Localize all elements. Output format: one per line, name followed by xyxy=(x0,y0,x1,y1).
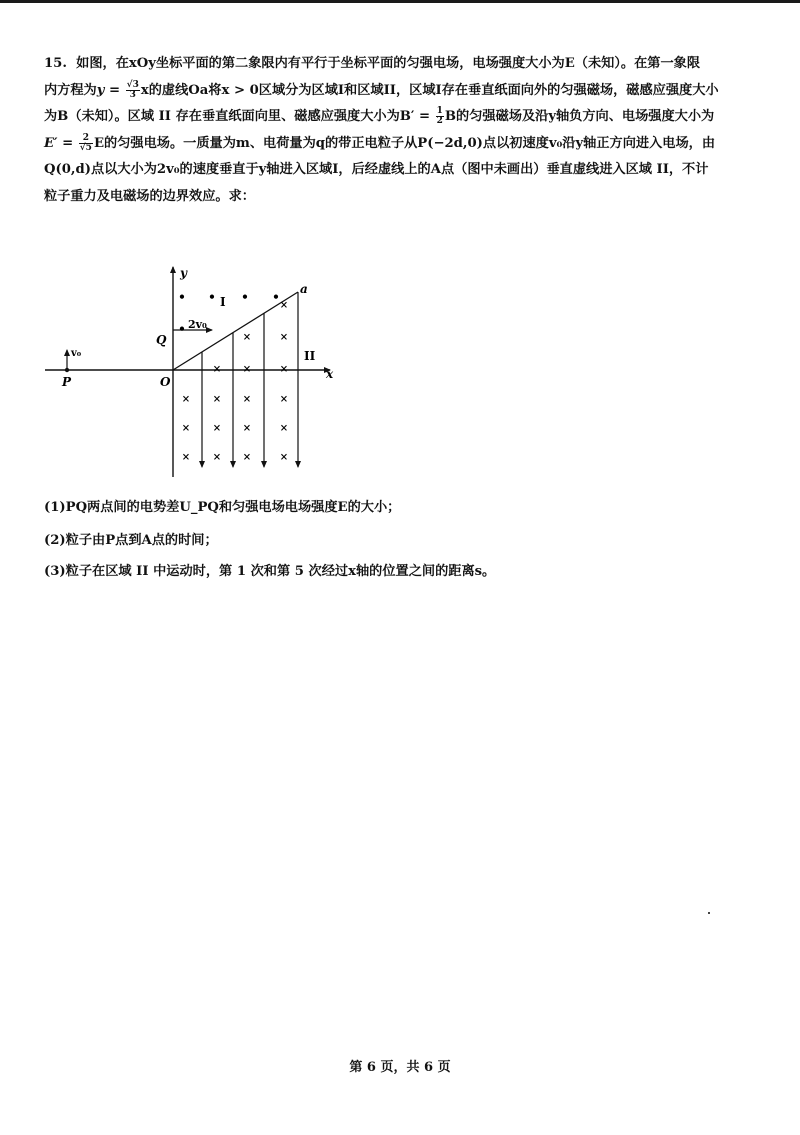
label-a: a xyxy=(300,282,308,296)
frac-denominator: 2 xyxy=(436,116,443,126)
line2-equation: y = xyxy=(96,82,121,98)
label-x: x xyxy=(326,367,334,381)
scan-speck xyxy=(708,912,710,914)
frac-numerator: 2 xyxy=(79,134,93,144)
scan-top-border xyxy=(0,0,800,3)
fraction-sqrt3-over-3 xyxy=(126,81,140,100)
frac-numerator: 1 xyxy=(436,106,443,116)
problem-line-6: 粒子重力及电磁场的边界效应。求： xyxy=(44,188,255,204)
field-cross: × xyxy=(212,423,222,434)
line4-equation: E′ = xyxy=(44,135,74,151)
page-footer: 第 6 页，共 6 页 xyxy=(349,1060,451,1075)
label-y: y xyxy=(180,266,187,280)
field-cross: × xyxy=(212,394,222,405)
question-1: (1)PQ两点间的电势差U_PQ和匀强电场电场强度E的大小； xyxy=(44,500,401,515)
field-cross: × xyxy=(181,452,191,463)
field-dot: • xyxy=(178,322,186,336)
field-dot: • xyxy=(272,290,280,304)
problem-intro: 如图，在xOy坐标平面的第二象限内有平行于坐标平面的匀强电场，电场强度大小为E（未知）。在第一象限 xyxy=(76,56,701,71)
field-cross: × xyxy=(279,300,289,311)
field-dot: • xyxy=(178,290,186,304)
field-cross: × xyxy=(242,423,252,434)
field-cross: × xyxy=(279,364,289,375)
problem-number: 15. xyxy=(44,56,67,71)
label-q: Q xyxy=(156,333,167,347)
line3-text-a: 为B（未知）。区域 II 存在垂直纸面向里、磁感应强度大小为B′ = xyxy=(44,109,431,124)
line2-text-b: x的虚线Oa将x > 0区域分为区域I和区域II，区域I存在垂直纸面向外的匀强磁场，磁感应强度大小 xyxy=(140,82,719,98)
problem-line-3 xyxy=(44,104,724,131)
label-region-2: II xyxy=(304,349,316,363)
label-v0: v₀ xyxy=(71,348,82,359)
question-3: (3)粒子在区域 II 中运动时，第 1 次和第 5 次经过x轴的位置之间的距离s。 xyxy=(44,564,496,579)
label-p: P xyxy=(62,375,72,389)
label-2v0: 2v₀ xyxy=(188,318,207,331)
field-cross: × xyxy=(181,394,191,405)
problem-line-5: Q(0,d)点以大小为2v₀的速度垂直于y轴进入区域I，后经虚线上的A点（图中未画出）垂直虚线进入区域 II，不计 xyxy=(44,162,709,177)
problem-line-2 xyxy=(44,78,724,105)
field-cross: × xyxy=(212,452,222,463)
line3-text-b: B的匀强磁场及沿y轴负方向、电场强度大小为 xyxy=(444,109,715,124)
field-cross: × xyxy=(242,364,252,375)
field-cross: × xyxy=(242,394,252,405)
frac-denominator: √5 xyxy=(79,142,92,153)
field-dot: • xyxy=(208,290,216,304)
field-cross: × xyxy=(279,332,289,343)
point-p-marker xyxy=(65,368,69,372)
field-diagram xyxy=(40,262,340,487)
line2-text-a: 内方程为 xyxy=(44,82,97,98)
frac-denominator: 3 xyxy=(129,89,136,100)
field-cross: × xyxy=(279,394,289,405)
problem-line-1 xyxy=(44,51,724,78)
problem-line-4 xyxy=(44,131,724,158)
frac-numerator: √3 xyxy=(126,79,139,90)
fraction-2-over-sqrt5 xyxy=(79,134,93,153)
field-cross: × xyxy=(279,423,289,434)
field-cross: × xyxy=(279,452,289,463)
problem-statement xyxy=(44,51,724,210)
question-2: (2)粒子由P点到A点的时间； xyxy=(44,533,218,548)
field-cross: × xyxy=(242,332,252,343)
field-dot: • xyxy=(241,290,249,304)
line4-text-b: E的匀强电场。一质量为m、电荷量为q的带正电粒子从P(−2d,0)点以初速度v₀沿y轴正方向进入电场，由 xyxy=(93,135,716,151)
label-o: O xyxy=(160,375,171,389)
field-cross: × xyxy=(181,423,191,434)
label-region-1: I xyxy=(220,295,226,309)
field-cross: × xyxy=(242,452,252,463)
field-cross: × xyxy=(212,364,222,375)
fraction-one-half xyxy=(436,107,444,126)
